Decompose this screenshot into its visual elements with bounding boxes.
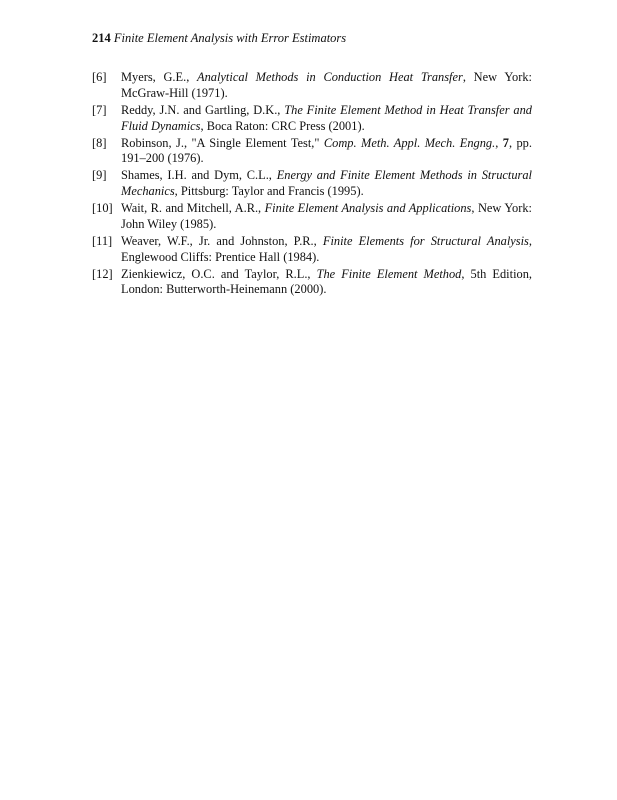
reference-text bbox=[121, 201, 532, 231]
reference-title: Finite Elements for Structural Analysis bbox=[322, 233, 529, 248]
reference-number: [7] bbox=[92, 102, 107, 117]
reference-text bbox=[121, 267, 532, 297]
reference-authors: Robinson, J., "A Single Element Test," bbox=[121, 135, 324, 150]
reference-text bbox=[121, 168, 532, 198]
reference-publisher: , New York: John Wiley (1985). bbox=[121, 201, 532, 231]
reference-title: The Finite Element Method in Heat Transfer and Fluid Dynamics bbox=[121, 102, 532, 133]
reference-number: [8] bbox=[92, 135, 107, 150]
reference-journal: Comp. Meth. Appl. Mech. Engng. bbox=[323, 135, 496, 150]
reference-publisher: , 5th Edition, London: Butterworth-Heinemann (2000). bbox=[121, 266, 532, 297]
reference-item bbox=[92, 267, 532, 299]
reference-list bbox=[92, 70, 532, 299]
reference-title: Finite Element Analysis and Applications bbox=[264, 201, 472, 216]
running-head bbox=[92, 30, 346, 46]
reference-title: Energy and Finite Element Methods in Structural Mechanics bbox=[121, 168, 532, 199]
reference-number: [9] bbox=[92, 168, 107, 183]
reference-separator: , bbox=[495, 135, 503, 150]
reference-authors: Reddy, J.N. and Gartling, D.K., bbox=[121, 102, 285, 117]
reference-publisher: , Englewood Cliffs: Prentice Hall (1984). bbox=[121, 233, 532, 264]
reference-title: Analytical Methods in Conduction Heat Transfer bbox=[197, 70, 463, 84]
reference-volume: 7 bbox=[502, 135, 509, 150]
reference-pages: , pp. 191–200 (1976). bbox=[121, 135, 532, 166]
page-number: 214 bbox=[92, 31, 111, 45]
reference-authors: Weaver, W.F., Jr. and Johnston, P.R., bbox=[121, 233, 323, 248]
reference-text bbox=[121, 234, 532, 264]
reference-number: [11] bbox=[92, 233, 113, 248]
reference-item bbox=[92, 70, 532, 102]
reference-item bbox=[92, 234, 532, 266]
reference-item bbox=[92, 168, 532, 200]
book-title: Finite Element Analysis with Error Estimators bbox=[113, 31, 347, 45]
reference-number: [10] bbox=[92, 201, 113, 216]
reference-item bbox=[92, 103, 532, 135]
reference-authors: Wait, R. and Mitchell, A.R., bbox=[121, 201, 265, 216]
reference-publisher: , Boca Raton: CRC Press (2001). bbox=[200, 118, 365, 133]
reference-text bbox=[121, 103, 532, 133]
reference-text bbox=[121, 70, 532, 100]
reference-text bbox=[121, 136, 532, 166]
reference-publisher: , Pittsburg: Taylor and Francis (1995). bbox=[174, 184, 364, 199]
reference-authors: Myers, G.E., bbox=[121, 70, 198, 84]
reference-authors: Shames, I.H. and Dym, C.L., bbox=[121, 168, 277, 183]
reference-number: [12] bbox=[92, 266, 113, 281]
reference-authors: Zienkiewicz, O.C. and Taylor, R.L., bbox=[121, 266, 317, 281]
reference-item bbox=[92, 201, 532, 233]
reference-publisher: , New York: McGraw-Hill (1971). bbox=[121, 70, 532, 100]
reference-item bbox=[92, 136, 532, 168]
reference-title: The Finite Element Method bbox=[316, 266, 462, 281]
reference-number: [6] bbox=[92, 70, 107, 84]
